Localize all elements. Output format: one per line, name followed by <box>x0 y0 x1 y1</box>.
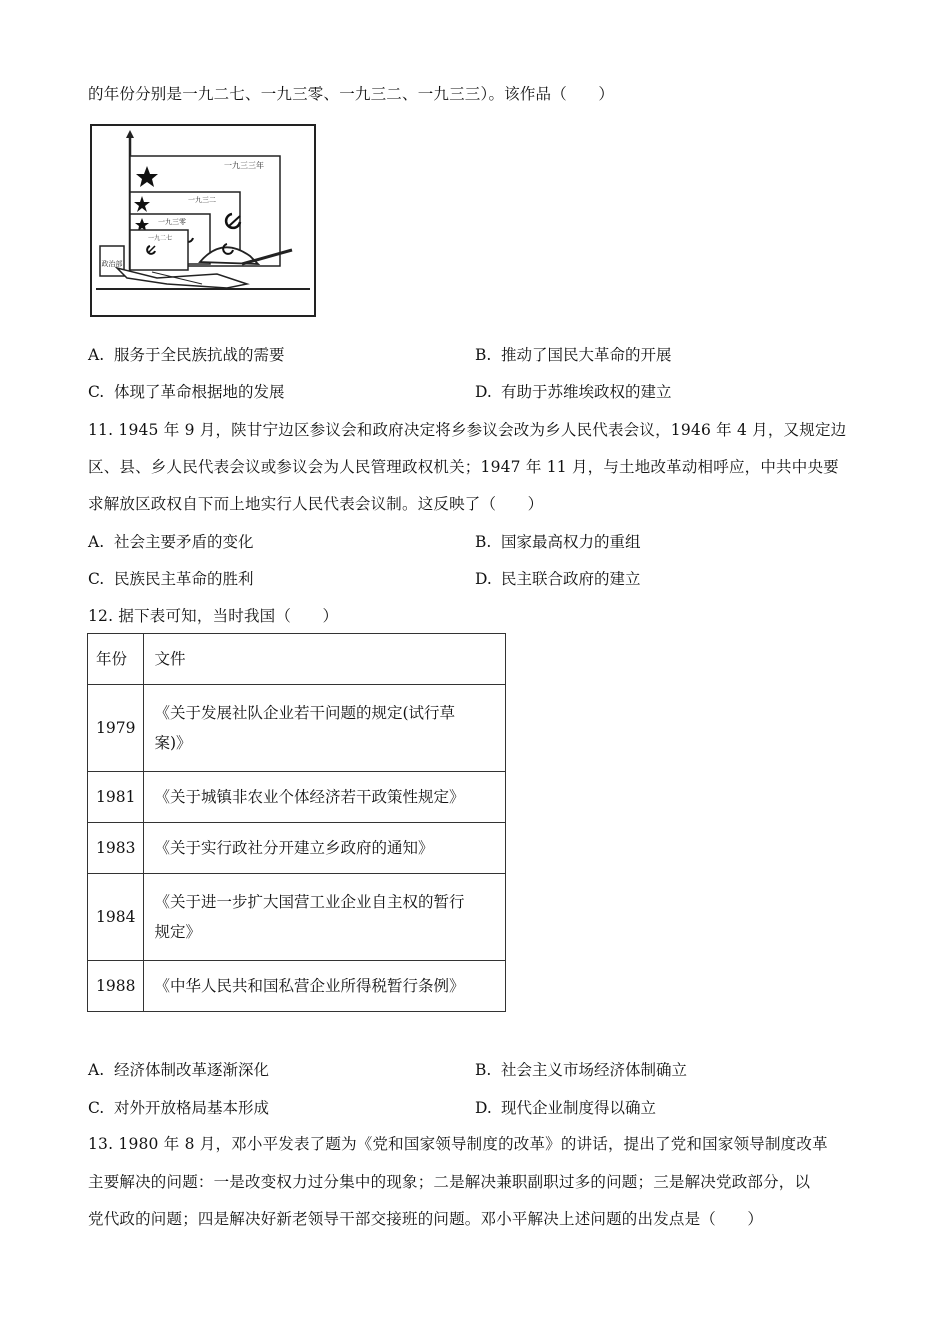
q13-stem-line-1: 13. 1980 年 8 月，邓小平发表了题为《党和国家领导制度的改革》的讲话，提出了党和国家领导制度改革 <box>88 1135 828 1153</box>
row-document: 《关于实行政社分开建立乡政府的通知》 <box>144 823 506 874</box>
q10-stem-tail: 的年份分别是一九二七、一九三零、一九三二、一九三三）。该作品（ ） <box>88 85 615 103</box>
q11-stem-line-2: 区、县、乡人民代表会议或参议会为人民管理政权机关；1947 年 11 月，与土地改革动相呼应，中共中央要 <box>88 458 839 476</box>
q10-option-d[interactable]: D. 有助于苏维埃政权的建立 <box>475 383 672 401</box>
table-row <box>88 685 506 772</box>
flag3-label: 一九三零 <box>158 218 186 226</box>
table-row <box>88 823 506 874</box>
q11-stem-line-3: 求解放区政权自下而上地实行人民代表会议制。这反映了（ ） <box>88 495 544 513</box>
row-year: 1988 <box>88 961 144 1012</box>
row-year: 1983 <box>88 823 144 874</box>
q12-option-b[interactable]: B. 社会主义市场经济体制确立 <box>475 1061 688 1079</box>
table-row <box>88 772 506 823</box>
row-year: 1981 <box>88 772 144 823</box>
flag2-label: 一九三二 <box>188 196 216 204</box>
row-year: 1984 <box>88 874 144 961</box>
book-label: 政治部 <box>101 260 123 268</box>
q12-stem: 12. 据下表可知，当时我国（ ） <box>88 607 339 625</box>
q12-option-d[interactable]: D. 现代企业制度得以确立 <box>475 1099 657 1117</box>
flags-cartoon-image <box>90 124 316 317</box>
header-document: 文件 <box>144 634 506 685</box>
q13-stem-line-2: 主要解决的问题：一是改变权力过分集中的现象；二是解决兼职副职过多的问题；三是解决党政部分，以 <box>88 1173 811 1191</box>
header-year: 年份 <box>88 634 144 685</box>
q11-option-b[interactable]: B. 国家最高权力的重组 <box>475 533 641 551</box>
flags-cartoon-drawing <box>92 126 314 315</box>
q11-option-c[interactable]: C. 民族民主革命的胜利 <box>88 570 254 588</box>
table-row <box>88 874 506 961</box>
q13-stem-line-3: 党代政的问题；四是解决好新老领导干部交接班的问题。邓小平解决上述问题的出发点是（ ） <box>88 1210 764 1228</box>
q11-option-a[interactable]: A. 社会主要矛盾的变化 <box>88 533 254 551</box>
row-document: 《关于进一步扩大国营工业企业自主权的暂行 规定》 <box>144 874 506 961</box>
flag4-label: 一九二七 <box>147 235 173 242</box>
q10-option-a[interactable]: A. 服务于全民族抗战的需要 <box>88 346 285 364</box>
q10-option-b[interactable]: B. 推动了国民大革命的开展 <box>475 346 672 364</box>
row-document: 《中华人民共和国私营企业所得税暂行条例》 <box>144 961 506 1012</box>
q10-option-c[interactable]: C. 体现了革命根据地的发展 <box>88 383 285 401</box>
flag1-label: 一九三三年 <box>224 161 264 170</box>
row-document: 《关于发展社队企业若干问题的规定(试行草 案)》 <box>144 685 506 772</box>
q12-option-c[interactable]: C. 对外开放格局基本形成 <box>88 1099 270 1117</box>
row-document: 《关于城镇非农业个体经济若干政策性规定》 <box>144 772 506 823</box>
q12-option-a[interactable]: A. 经济体制改革逐渐深化 <box>88 1061 270 1079</box>
table-row <box>88 961 506 1012</box>
documents-table <box>87 633 506 1012</box>
row-year: 1979 <box>88 685 144 772</box>
table-header-row <box>88 634 506 685</box>
q11-option-d[interactable]: D. 民主联合政府的建立 <box>475 570 641 588</box>
q11-stem-line-1: 11. 1945 年 9 月，陕甘宁边区参议会和政府决定将乡参议会改为乡人民代表会议，1946 年 4 月，又规定边 <box>88 421 847 439</box>
